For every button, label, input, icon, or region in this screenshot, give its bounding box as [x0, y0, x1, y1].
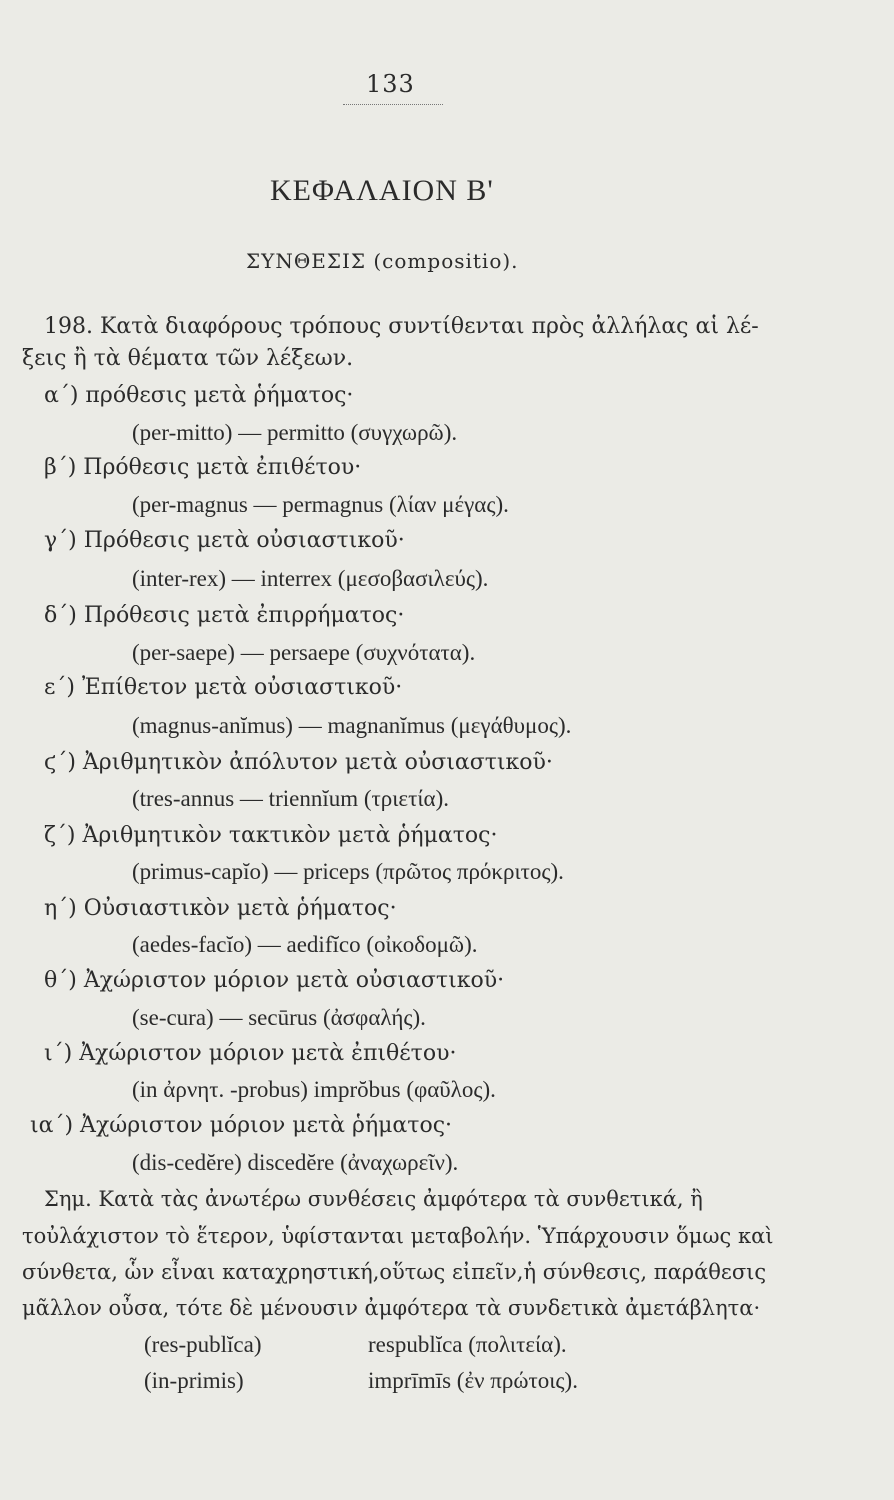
chapter-title: ΚΕΦΑΛΑΙΟΝ Β'	[270, 174, 494, 207]
item-example-beta: (per-magnus — permagnus (λίαν μέγας).	[132, 492, 509, 517]
header-rule	[343, 104, 443, 105]
final-example-source-2: (in-primis)	[144, 1368, 244, 1393]
item-heading-epsilon: ε΄) Ἐπίθετον μετὰ οὐσιαστικοῦ·	[44, 675, 403, 700]
item-heading-iota: ι΄) Ἀχώριστον μόριον μετὰ ἐπιθέτου·	[44, 1041, 457, 1066]
item-example-alpha: (per-mitto) — permitto (συγχωρῶ).	[132, 420, 458, 445]
item-example-eta: (aedes-facĭo) — aedifĭco (οἰκοδομῶ).	[132, 932, 478, 957]
item-example-gamma: (inter-rex) — interrex (μεσοβασιλεύς).	[132, 566, 489, 591]
page-number: 133	[366, 70, 415, 98]
item-example-epsilon: (magnus-anĭmus) — magnanĭmus (μεγάθυμος).	[132, 713, 572, 738]
paragraph-line-2: ξεις ἢ τὰ θέματα τῶν λέξεων.	[22, 346, 354, 371]
item-example-theta: (se-cura) — secūrus (ἀσφαλής).	[132, 1005, 426, 1030]
item-heading-eta: η΄) Οὐσιαστικὸν μετὰ ῥήματος·	[44, 896, 397, 921]
item-heading-zeta: ζ΄) Ἀριθμητικὸν τακτικὸν μετὰ ῥήματος·	[44, 823, 498, 848]
final-example-source-1: (res-publĭca)	[144, 1332, 262, 1357]
note-line-3: σύνθετα, ὧν εἶναι καταχρηστική,οὕτως εἰπεῖν,ἡ σύνθεσις, παράθεσις	[22, 1260, 767, 1284]
item-heading-stigma: ϛ΄) Ἀριθμητικὸν ἀπόλυτον μετὰ οὐσιαστικοῦ·	[44, 750, 553, 775]
note-line-4: μᾶλλον οὖσα, τότε δὲ μένουσιν ἀμφότερα τὰ συνδετικὰ ἀμετάβλητα·	[22, 1296, 761, 1320]
item-heading-delta: δ΄) Πρόθεσις μετὰ ἐπιρρήματος·	[44, 603, 405, 628]
item-example-iota: (in ἀρνητ. -probus) imprŏbus (φαῦλος).	[132, 1077, 496, 1102]
item-heading-alpha: α΄) πρόθεσις μετὰ ῥήματος·	[44, 383, 354, 408]
item-example-delta: (per-saepe) — persaepe (συχνότατα).	[132, 640, 476, 665]
item-heading-theta: θ΄) Ἀχώριστον μόριον μετὰ οὐσιαστικοῦ·	[44, 968, 505, 993]
final-example-result-2: imprīmīs (ἐν πρώτοις).	[368, 1368, 578, 1393]
item-heading-gamma: γ΄) Πρόθεσις μετὰ οὐσιαστικοῦ·	[44, 528, 405, 553]
item-example-stigma: (tres-annus — triennĭum (τριετία).	[132, 786, 449, 811]
item-heading-iota-alpha: ια΄) Ἀχώριστον μόριον μετὰ ῥήματος·	[30, 1113, 453, 1138]
paragraph-line-1: 198. Κατὰ διαφόρους τρόπους συντίθενται πρὸς ἀλλήλας αἱ λέ-	[44, 314, 759, 339]
item-example-iota-alpha: (dis-cedĕre) discedĕre (ἀναχωρεῖν).	[132, 1150, 459, 1175]
section-title: ΣΥΝΘΕΣΙΣ (compositio).	[246, 249, 519, 273]
note-line-1: Σημ. Κατὰ τὰς ἀνωτέρω συνθέσεις ἀμφότερα τὰ συνθετικά, ἢ	[44, 1187, 703, 1211]
note-line-2: τοὐλάχιστον τὸ ἕτερον, ὑφίστανται μεταβολήν. Ὑπάρχουσιν ὅμως καὶ	[22, 1224, 774, 1248]
item-heading-beta: β΄) Πρόθεσις μετὰ ἐπιθέτου·	[44, 455, 362, 480]
item-example-zeta: (primus-capĭo) — priceps (πρῶτος πρόκριτος).	[132, 859, 564, 884]
final-example-result-1: respublĭca (πολιτεία).	[368, 1332, 567, 1357]
